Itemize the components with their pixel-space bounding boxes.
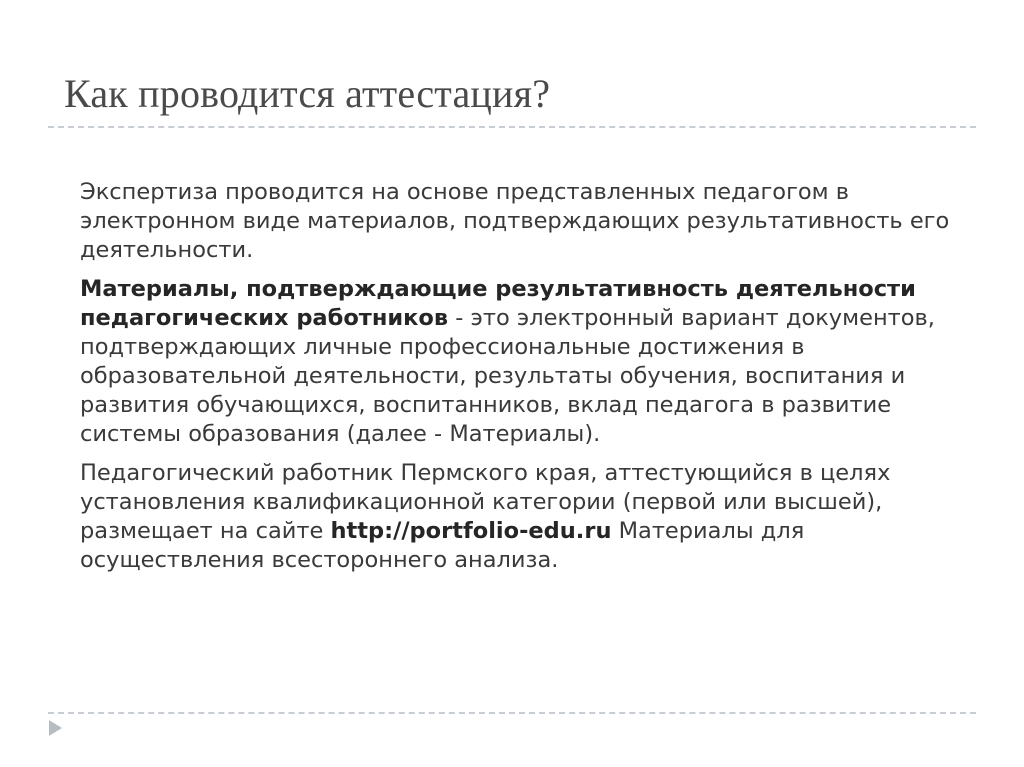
title-divider	[48, 126, 976, 128]
paragraph-expertise	[80, 178, 960, 265]
slide-body	[80, 178, 960, 585]
perm-teacher-text-start: Педагогический работник Пермского края, аттестующийся в целях установления квалификационной категории (первой или высшей), размещает на сайте	[80, 460, 891, 544]
materials-definition-term: Материалы, подтверждающие результативность деятельности педагогических работников	[80, 276, 916, 331]
paragraph-materials	[80, 275, 960, 449]
materials-definition-text: - это электронный вариант документов, подтверждающих личные профессиональные достижения в образовательной деятельности, результаты обучения, воспитания и развития обучающихся, воспитанников, вклад педагога в развитие системы образования (далее - Материалы).	[80, 305, 935, 447]
perm-teacher-text-end: Материалы для осуществления всестороннего анализа.	[80, 518, 805, 573]
slide-title: Как проводится аттестация?	[64, 71, 551, 116]
paragraph-expertise-text: Экспертиза проводится на основе представленных педагогом в электронном виде материалов, подтверждающих результативность его деятельности.	[80, 179, 950, 263]
paragraph-perm-teacher	[80, 459, 960, 575]
portfolio-link[interactable]: http://portfolio-edu.ru	[330, 518, 612, 544]
triangle-right-icon	[49, 720, 62, 736]
footer-divider	[48, 712, 976, 714]
